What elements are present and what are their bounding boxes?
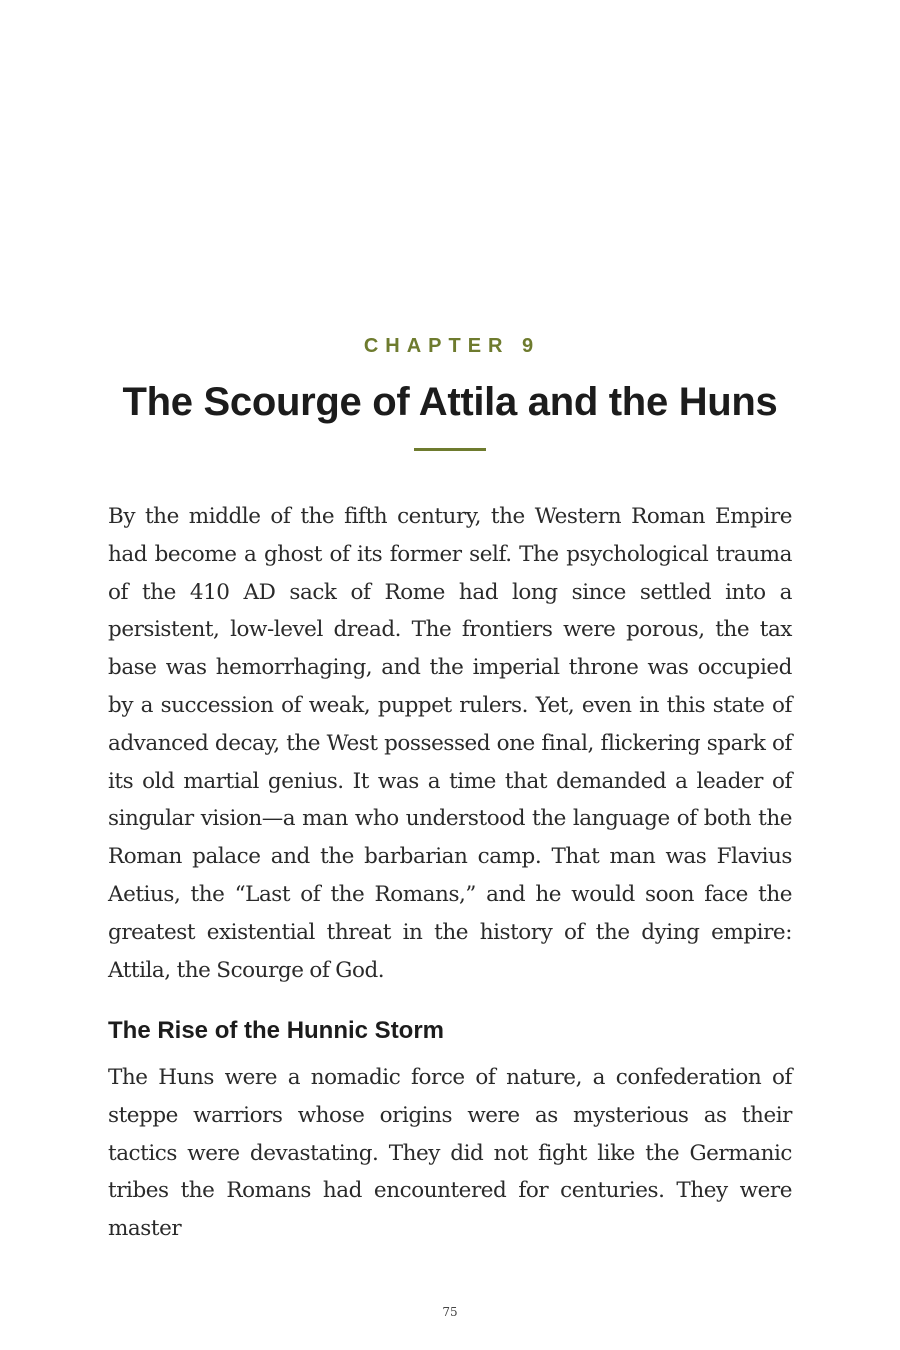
chapter-title: The Scourge of Attila and the Huns xyxy=(122,380,778,424)
section-heading: The Rise of the Hunnic Storm xyxy=(108,1017,445,1044)
intro-paragraph: By the middle of the fifth century, the Western Roman Empire had become a ghost of its former self. The psychological trauma of the 410 AD sack of Rome had long since settled into a persistent, low-level dread. The frontiers were porous, the tax base was hemorrhaging, and the imperial throne was occupied by a succession of weak, puppet rulers. Yet, even in this state of advanced decay, the West possessed one final, flickering spark of its old martial genius. It was a time that demanded a leader of singular vision—a man who understood the language of both the Roman palace and the barbarian camp. That man was Flavius Aetius, the “Last of the Romans,” and he would soon face the greatest existential threat in the history of the dying empire: Attila, the Scourge of God. xyxy=(108,504,792,983)
title-divider xyxy=(414,448,486,451)
section-paragraph: The Huns were a nomadic force of nature, a confederation of steppe warriors whose origins were as mysterious as their tactics were devastating. They did not fight like the Germanic tribes the Romans had encountered for centuries. They were master xyxy=(108,1065,792,1242)
chapter-label: CHAPTER 9 xyxy=(363,335,541,357)
page-number: 75 xyxy=(442,1305,458,1319)
